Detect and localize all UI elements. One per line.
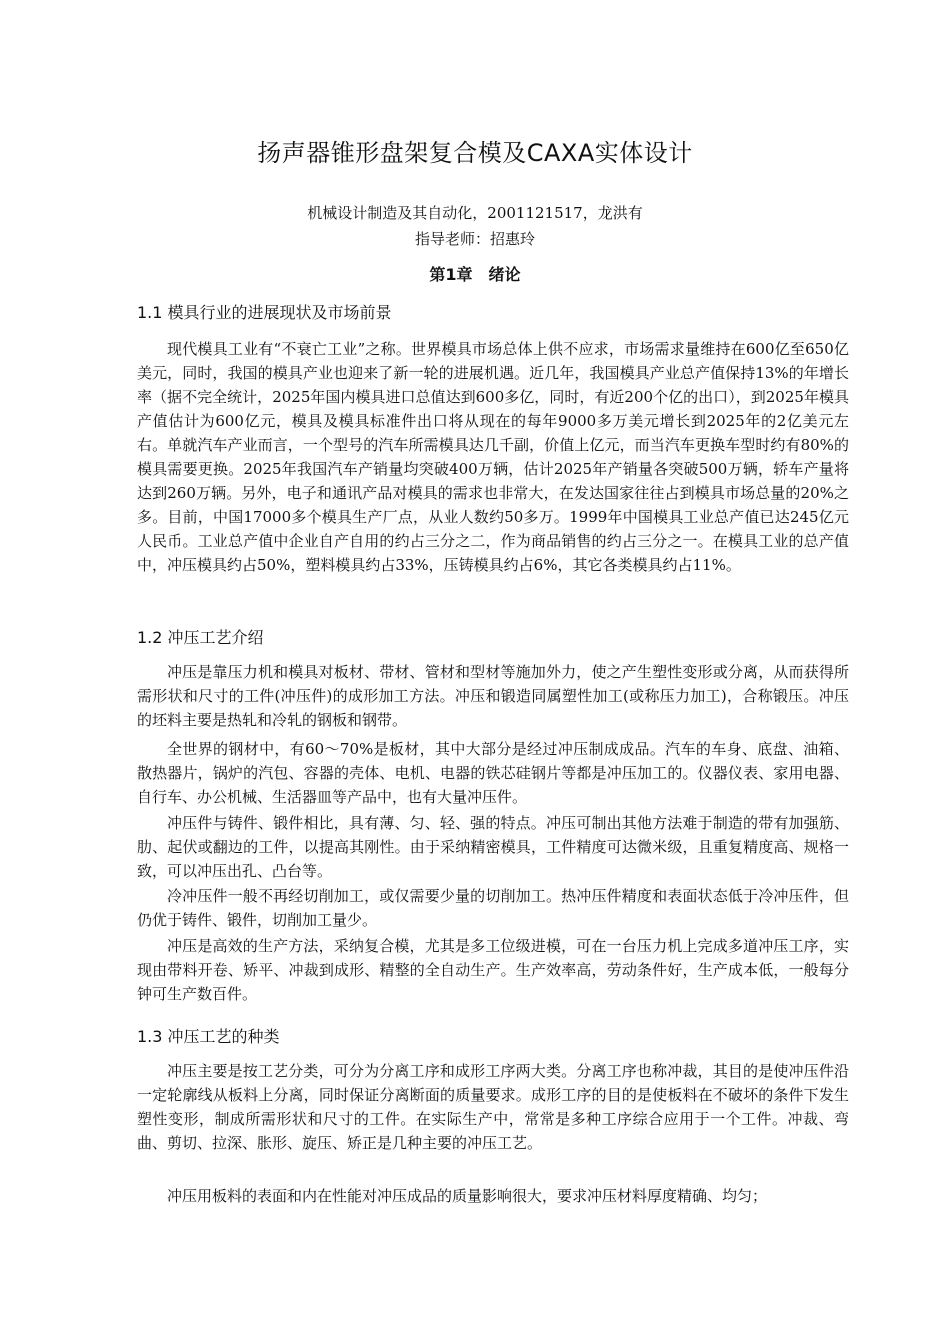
section-1-3-paragraph-1: 冲压主要是按工艺分类，可分为分离工序和成形工序两大类。分离工序也称冲裁，其目的是使冲压件沿一定轮廓线从板料上分离，同时保证分离断面的质量要求。成形工序的目的是使板料在不破坏的条件下发生塑性变形，制成所需形状和尺寸的工件。在实际生产中，常常是多种工序综合应用于一个工件。冲裁、弯曲、剪切、拉深、胀形、旋压、矫正是几种主要的冲压工艺。 — [137, 1062, 849, 1152]
advisor-line: 指导老师：招惠玲 — [414, 230, 535, 248]
section-1-2-paragraph-3: 冲压件与铸件、锻件相比，具有薄、匀、轻、强的特点。冲压可制出其他方法难于制造的带有加强筋、肋、起伏或翻边的工件，以提高其刚性。由于采纳精密模具，工件精度可达微米级，且重复精度高、规格一致，可以冲压出孔、凸台等。 — [137, 814, 849, 880]
author-line: 机械设计制造及其自动化，2001121517，龙洪有 — [307, 204, 643, 222]
section-1-2-paragraph-2: 全世界的钢材中，有60～70%是板材，其中大部分是经过冲压制成成品。汽车的车身、底盘、油箱、散热器片，锅炉的汽包、容器的壳体、电机、电器的铁芯硅钢片等都是冲压加工的。仪器仪表、家用电器、自行车、办公机械、生活器皿等产品中，也有大量冲压件。 — [137, 740, 849, 806]
section-1-2-paragraph-4: 冷冲压件一般不再经切削加工，或仅需要少量的切削加工。热冲压件精度和表面状态低于冷冲压件，但仍优于铸件、锻件，切削加工量少。 — [137, 887, 849, 929]
section-1-2-paragraph-5: 冲压是高效的生产方法，采纳复合模，尤其是多工位级进模，可在一台压力机上完成多道冲压工序，实现由带料开卷、矫平、冲裁到成形、精整的全自动生产。生产效率高，劳动条件好，生产成本低，一般每分钟可生产数百件。 — [137, 937, 849, 1003]
section-1-2-paragraph-1: 冲压是靠压力机和模具对板材、带材、管材和型材等施加外力，使之产生塑性变形或分离，从而获得所需形状和尺寸的工件(冲压件)的成形加工方法。冲压和锻造同属塑性加工(或称压力加工)，合称锻压。冲压的坯料主要是热轧和冷轧的钢板和钢带。 — [137, 663, 849, 729]
section-1-3-paragraph-2: 冲压用板料的表面和内在性能对冲压成品的质量影响很大，要求冲压材料厚度精确、均匀； — [167, 1187, 768, 1205]
section-heading-1-3: 1.3 冲压工艺的种类 — [137, 1027, 280, 1046]
section-heading-1-2: 1.2 冲压工艺介绍 — [137, 628, 264, 647]
chapter-heading: 第1章 绪论 — [429, 265, 521, 284]
document-title: 扬声器锥形盘架复合模及CAXA实体设计 — [257, 139, 693, 167]
section-1-1-paragraph-1: 现代模具工业有“不衰亡工业”之称。世界模具市场总体上供不应求，市场需求量维持在600亿至650亿美元，同时，我国的模具产业也迎来了新一轮的进展机遇。近几年，我国模具产业总产值保持13%的年增长率（据不完全统计，2025年国内模具进口总值达到600多亿，同时，有近200个亿的出口），到2025年模具产值估计为600亿元，模具及模具标准件出口将从现在的每年9000多万美元增长到2025年的2亿美元左右。单就汽车产业而言，一个型号的汽车所需模具达几千副，价值上亿元，而当汽车更换车型时约有80%的模具需要更换。2025年我国汽车产销量均突破400万辆，估计2025年产销量各突破500万辆，轿车产量将达到260万辆。另外，电子和通讯产品对模具的需求也非常大，在发达国家往往占到模具市场总量的20%之多。目前，中国17000多个模具生产厂点，从业人数约50多万。1999年中国模具工业总产值已达245亿元人民币。工业总产值中企业自产自用的约占三分之二，作为商品销售的约占三分之一。在模具工业的总产值中，冲压模具约占50%，塑料模具约占33%，压铸模具约占6%，其它各类模具约占11%。 — [137, 340, 849, 574]
section-heading-1-1: 1.1 模具行业的进展现状及市场前景 — [137, 303, 392, 322]
